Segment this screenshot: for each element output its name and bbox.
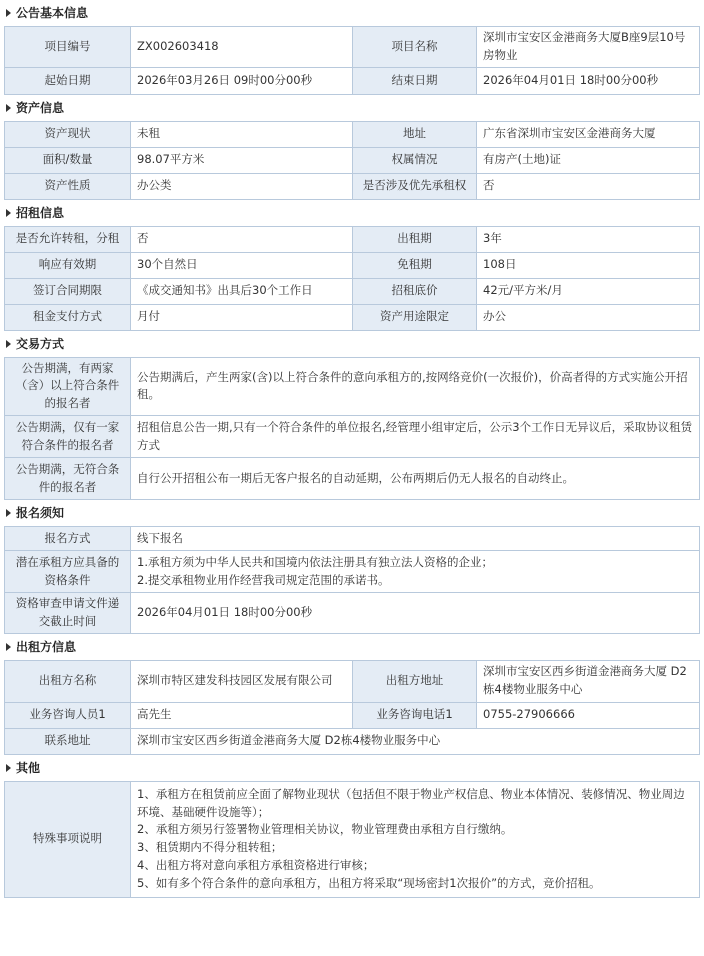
field-value: 深圳市宝安区西乡街道金港商务大厦 D2栋4楼物业服务中心 bbox=[477, 660, 700, 702]
table-row bbox=[5, 593, 700, 634]
field-value: 深圳市宝安区西乡街道金港商务大厦 D2栋4楼物业服务中心 bbox=[131, 728, 700, 754]
triangle-bullet-icon bbox=[6, 209, 11, 217]
field-label: 权属情况 bbox=[353, 147, 477, 173]
field-value: 108日 bbox=[477, 252, 700, 278]
asset-info-table bbox=[4, 121, 700, 200]
table-row bbox=[5, 551, 700, 593]
table-row bbox=[5, 660, 700, 702]
field-label: 报名方式 bbox=[5, 527, 131, 551]
other-info-table bbox=[4, 781, 700, 898]
list-item: 5、如有多个符合条件的意向承租方，出租方将采取“现场密封1次报价”的方式，竞价招租。 bbox=[137, 875, 601, 890]
field-label: 业务咨询电话1 bbox=[353, 702, 477, 728]
field-value: 深圳市特区建发科技园区发展有限公司 bbox=[131, 660, 353, 702]
table-row bbox=[5, 304, 700, 330]
field-value: 《成交通知书》出具后30个工作日 bbox=[131, 278, 353, 304]
field-value: 高先生 bbox=[131, 702, 353, 728]
section-title-text: 交易方式 bbox=[16, 336, 65, 351]
field-label: 公告期满，仅有一家符合条件的报名者 bbox=[5, 416, 131, 458]
field-label: 项目编号 bbox=[5, 27, 131, 68]
table-row bbox=[5, 121, 700, 147]
field-label: 出租方地址 bbox=[353, 660, 477, 702]
field-label: 结束日期 bbox=[353, 67, 477, 94]
list-item: 3、租赁期内不得分租转租； bbox=[137, 840, 283, 855]
field-label: 免租期 bbox=[353, 252, 477, 278]
triangle-bullet-icon bbox=[6, 509, 11, 517]
field-value: 广东省深圳市宝安区金港商务大厦 bbox=[477, 121, 700, 147]
field-value: 未租 bbox=[131, 121, 353, 147]
section-title-signup bbox=[4, 500, 700, 526]
section-title-text: 出租方信息 bbox=[16, 639, 77, 654]
field-value: 30个自然日 bbox=[131, 252, 353, 278]
field-value: 招租信息公告一期,只有一个符合条件的单位报名,经管理小组审定后，公示3个工作日无异议后，采取协议租赁方式 bbox=[131, 416, 700, 458]
lease-info-table bbox=[4, 226, 700, 331]
field-value: 否 bbox=[477, 173, 700, 199]
field-value: 公告期满后，产生两家(含)以上符合条件的意向承租方的,按网络竞价(一次报价)，价高者得的方式实施公开招租。 bbox=[131, 357, 700, 415]
triangle-bullet-icon bbox=[6, 9, 11, 17]
field-label: 签订合同期限 bbox=[5, 278, 131, 304]
field-value: 自行公开招租公布一期后无客户报名的自动延期，公布两期后仍无人报名的自动终止。 bbox=[131, 458, 700, 500]
field-label: 面积/数量 bbox=[5, 147, 131, 173]
field-label: 地址 bbox=[353, 121, 477, 147]
field-label: 资产现状 bbox=[5, 121, 131, 147]
section-title-other bbox=[4, 755, 700, 781]
field-value: 深圳市宝安区金港商务大厦B座9层10号房物业 bbox=[477, 27, 700, 68]
section-title-text: 公告基本信息 bbox=[16, 6, 89, 20]
section-title-text: 招租信息 bbox=[16, 205, 65, 220]
field-label: 响应有效期 bbox=[5, 252, 131, 278]
field-value: 办公类 bbox=[131, 173, 353, 199]
list-item: 2、承租方须另行签署物业管理相关协议，物业管理费由承租方自行缴纳。 bbox=[137, 822, 513, 837]
field-value bbox=[131, 781, 700, 897]
table-row bbox=[5, 781, 700, 897]
field-value: 1.承租方须为中华人民共和国境内依法注册具有独立法人资格的企业； 2.提交承租物业用作经营我司规定范围的承诺书。 bbox=[131, 551, 700, 593]
triangle-bullet-icon bbox=[6, 764, 11, 772]
field-value: 0755-27906666 bbox=[477, 702, 700, 728]
field-value: 否 bbox=[131, 226, 353, 252]
section-title-lease bbox=[4, 200, 700, 226]
field-label: 是否涉及优先承租权 bbox=[353, 173, 477, 199]
field-label: 资格审查申请文件递交截止时间 bbox=[5, 593, 131, 634]
field-value: 2026年03月26日 09时00分00秒 bbox=[131, 67, 353, 94]
field-label: 公告期满，无符合条件的报名者 bbox=[5, 458, 131, 500]
trade-method-table bbox=[4, 357, 700, 500]
section-title-trade bbox=[4, 331, 700, 357]
field-value: 有房产(土地)证 bbox=[477, 147, 700, 173]
section-title-text: 报名须知 bbox=[16, 506, 65, 521]
field-label: 起始日期 bbox=[5, 67, 131, 94]
signup-notice-table bbox=[4, 526, 700, 634]
table-row bbox=[5, 147, 700, 173]
field-label: 特殊事项说明 bbox=[5, 781, 131, 897]
field-value: 线下报名 bbox=[131, 527, 700, 551]
basic-info-table bbox=[4, 26, 700, 95]
field-value: 42元/平方米/月 bbox=[477, 278, 700, 304]
field-label: 招租底价 bbox=[353, 278, 477, 304]
list-item: 1、承租方在租赁前应全面了解物业现状（包括但不限于物业产权信息、物业本体情况、装修情况、物业周边环境、基础硬件设施等）； bbox=[137, 786, 685, 819]
section-title-lessor bbox=[4, 634, 700, 660]
field-value: 办公 bbox=[477, 304, 700, 330]
table-row bbox=[5, 527, 700, 551]
field-label: 出租方名称 bbox=[5, 660, 131, 702]
table-row bbox=[5, 173, 700, 199]
field-value: 98.07平方米 bbox=[131, 147, 353, 173]
field-label: 资产性质 bbox=[5, 173, 131, 199]
triangle-bullet-icon bbox=[6, 340, 11, 348]
table-row bbox=[5, 458, 700, 500]
section-title-basic bbox=[4, 0, 700, 26]
field-label: 公告期满，有两家（含）以上符合条件的报名者 bbox=[5, 357, 131, 415]
field-label: 是否允许转租，分租 bbox=[5, 226, 131, 252]
field-value: 2026年04月01日 18时00分00秒 bbox=[477, 67, 700, 94]
field-value: 2026年04月01日 18时00分00秒 bbox=[131, 593, 700, 634]
table-row bbox=[5, 278, 700, 304]
table-row bbox=[5, 252, 700, 278]
field-value: ZX002603418 bbox=[131, 27, 353, 68]
list-item: 4、出租方将对意向承租方承租资格进行审核； bbox=[137, 857, 375, 872]
table-row bbox=[5, 67, 700, 94]
field-label: 业务咨询人员1 bbox=[5, 702, 131, 728]
table-row bbox=[5, 357, 700, 415]
field-label: 项目名称 bbox=[353, 27, 477, 68]
section-title-text: 资产信息 bbox=[16, 100, 65, 115]
table-row bbox=[5, 728, 700, 754]
table-row bbox=[5, 702, 700, 728]
field-label: 租金支付方式 bbox=[5, 304, 131, 330]
table-row bbox=[5, 416, 700, 458]
field-label: 资产用途限定 bbox=[353, 304, 477, 330]
field-label: 潜在承租方应具备的资格条件 bbox=[5, 551, 131, 593]
section-title-text: 其他 bbox=[16, 760, 41, 775]
table-row bbox=[5, 226, 700, 252]
field-value: 3年 bbox=[477, 226, 700, 252]
section-title-asset bbox=[4, 95, 700, 121]
table-row bbox=[5, 27, 700, 68]
field-label: 出租期 bbox=[353, 226, 477, 252]
field-label: 联系地址 bbox=[5, 728, 131, 754]
field-value: 月付 bbox=[131, 304, 353, 330]
notice-document bbox=[4, 0, 700, 898]
triangle-bullet-icon bbox=[6, 104, 11, 112]
lessor-info-table bbox=[4, 660, 700, 755]
triangle-bullet-icon bbox=[6, 643, 11, 651]
